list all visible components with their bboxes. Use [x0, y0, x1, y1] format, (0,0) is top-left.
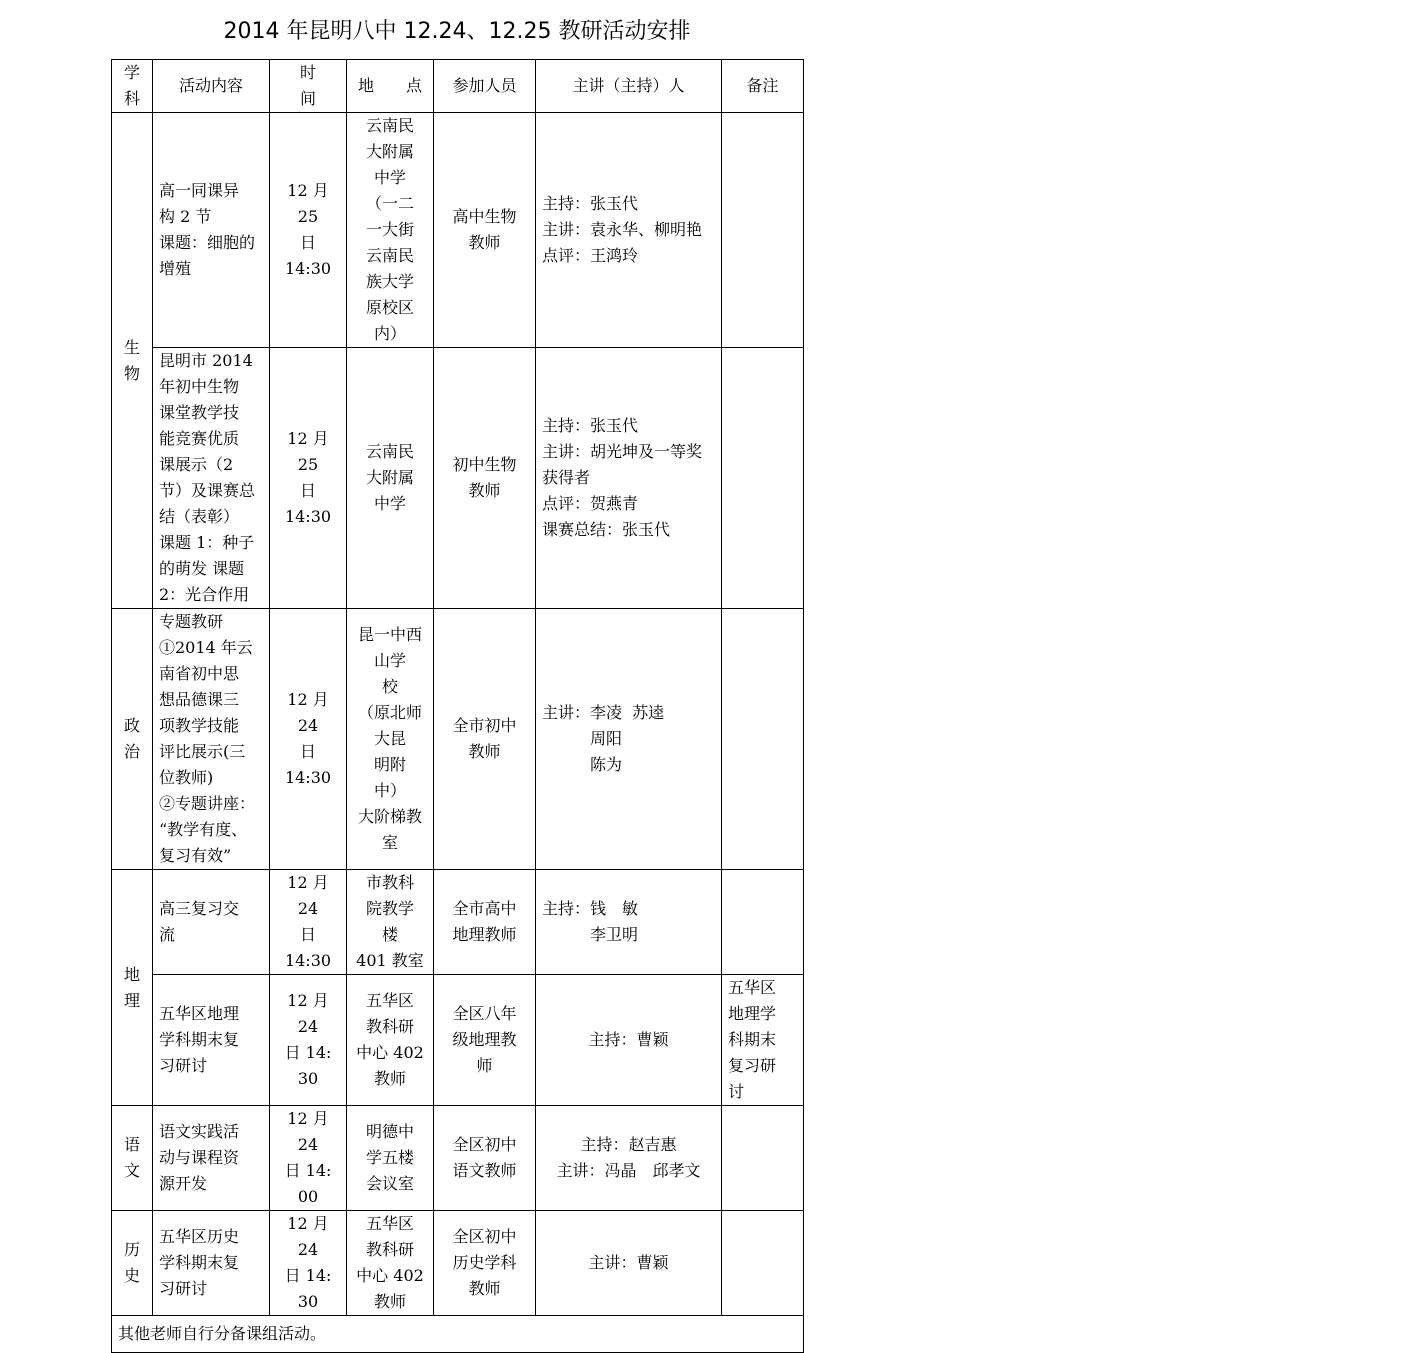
- activity-time: 12 月 24 日 14:30: [270, 870, 347, 975]
- activity-participants: 初中生物 教师: [434, 348, 536, 609]
- activity-note: [722, 113, 804, 348]
- activity-participants: 全市高中 地理教师: [434, 870, 536, 975]
- activity-note: 五华区 地理学 科期末 复习研 讨: [722, 975, 804, 1106]
- activity-time: 12 月 24 日 14:30: [270, 609, 347, 870]
- activity-content: 专题教研 ①2014 年云 南省初中思 想品德课三 项教学技能 评比展示(三 位教师) ②专题讲座： “教学有度、 复习有效”: [153, 609, 270, 870]
- activity-host: 主持：钱 敏 李卫明: [536, 870, 722, 975]
- activity-content: 昆明市 2014 年初中生物 课堂教学技 能竞赛优质 课展示（2 节）及课赛总 结（表彰） 课题 1：种子 的萌发 课题 2：光合作用: [153, 348, 270, 609]
- activity-place: 五华区 教科研 中心 402 教师: [347, 975, 434, 1106]
- activity-host: 主持：张玉代 主讲：胡光坤及一等奖 获得者 点评：贺燕青 课赛总结：张玉代: [536, 348, 722, 609]
- activity-participants: 全市初中 教师: [434, 609, 536, 870]
- header-row: [112, 60, 804, 113]
- activity-time: 12 月 25 日 14:30: [270, 348, 347, 609]
- activity-participants: 全区初中 语文教师: [434, 1106, 536, 1211]
- activity-time: 12 月 24 日 14: 00: [270, 1106, 347, 1211]
- activity-content: 高一同课异 构 2 节 课题：细胞的 增殖: [153, 113, 270, 348]
- activity-place: 云南民 大附属 中学: [347, 348, 434, 609]
- activity-time: 12 月 24 日 14: 30: [270, 1211, 347, 1316]
- table-row: [112, 870, 804, 975]
- activity-note: [722, 348, 804, 609]
- activity-place: 云南民 大附属 中学 （一二 一大街 云南民 族大学 原校区 内）: [347, 113, 434, 348]
- activity-note: [722, 1211, 804, 1316]
- activity-place: 明德中 学五楼 会议室: [347, 1106, 434, 1211]
- activity-participants: 全区八年 级地理教 师: [434, 975, 536, 1106]
- activity-host: 主持：曹颖: [536, 975, 722, 1106]
- header-people: 参加人员: [434, 60, 536, 113]
- activity-place: 五华区 教科研 中心 402 教师: [347, 1211, 434, 1316]
- activity-note: [722, 1106, 804, 1211]
- table-row: [112, 609, 804, 870]
- activity-note: [722, 870, 804, 975]
- activity-content: 五华区地理 学科期末复 习研讨: [153, 975, 270, 1106]
- activity-time: 12 月 24 日 14: 30: [270, 975, 347, 1106]
- activity-content: 高三复习交 流: [153, 870, 270, 975]
- activity-host: 主讲：曹颖: [536, 1211, 722, 1316]
- document-title: 2014 年昆明八中 12.24、12.25 教研活动安排: [223, 19, 691, 44]
- table-row: [112, 975, 804, 1106]
- activity-host: 主持：张玉代 主讲：袁永华、柳明艳 点评：王鸿玲: [536, 113, 722, 348]
- schedule-table: [111, 59, 804, 1353]
- subject-cell-geography: 地 理: [112, 870, 153, 1106]
- activity-place: 市教科 院教学 楼 401 教室: [347, 870, 434, 975]
- footer-note: 其他老师自行分备课组活动。: [112, 1316, 804, 1353]
- table-row: [112, 113, 804, 348]
- header-subject: 学 科: [112, 60, 153, 113]
- activity-host: 主讲：李凌 苏逵 周阳 陈为: [536, 609, 722, 870]
- activity-place: 昆一中西 山学 校 （原北师 大昆 明附 中） 大阶梯教 室: [347, 609, 434, 870]
- subject-cell-biology: 生 物: [112, 113, 153, 609]
- table-row: [112, 1211, 804, 1316]
- activity-content: 语文实践活 动与课程资 源开发: [153, 1106, 270, 1211]
- activity-time: 12 月 25 日 14:30: [270, 113, 347, 348]
- activity-participants: 全区初中 历史学科 教师: [434, 1211, 536, 1316]
- table-row: [112, 1106, 804, 1211]
- subject-cell-politics: 政 治: [112, 609, 153, 870]
- subject-cell-history: 历 史: [112, 1211, 153, 1316]
- subject-cell-chinese: 语 文: [112, 1106, 153, 1211]
- activity-note: [722, 609, 804, 870]
- header-time: 时 间: [270, 60, 347, 113]
- header-host: 主讲（主持）人: [536, 60, 722, 113]
- activity-participants: 高中生物 教师: [434, 113, 536, 348]
- header-place: 地 点: [347, 60, 434, 113]
- activity-content: 五华区历史 学科期末复 习研讨: [153, 1211, 270, 1316]
- table-row: [112, 348, 804, 609]
- activity-host: 主持：赵吉惠 主讲：冯晶 邱孝文: [536, 1106, 722, 1211]
- header-content: 活动内容: [153, 60, 270, 113]
- header-note: 备注: [722, 60, 804, 113]
